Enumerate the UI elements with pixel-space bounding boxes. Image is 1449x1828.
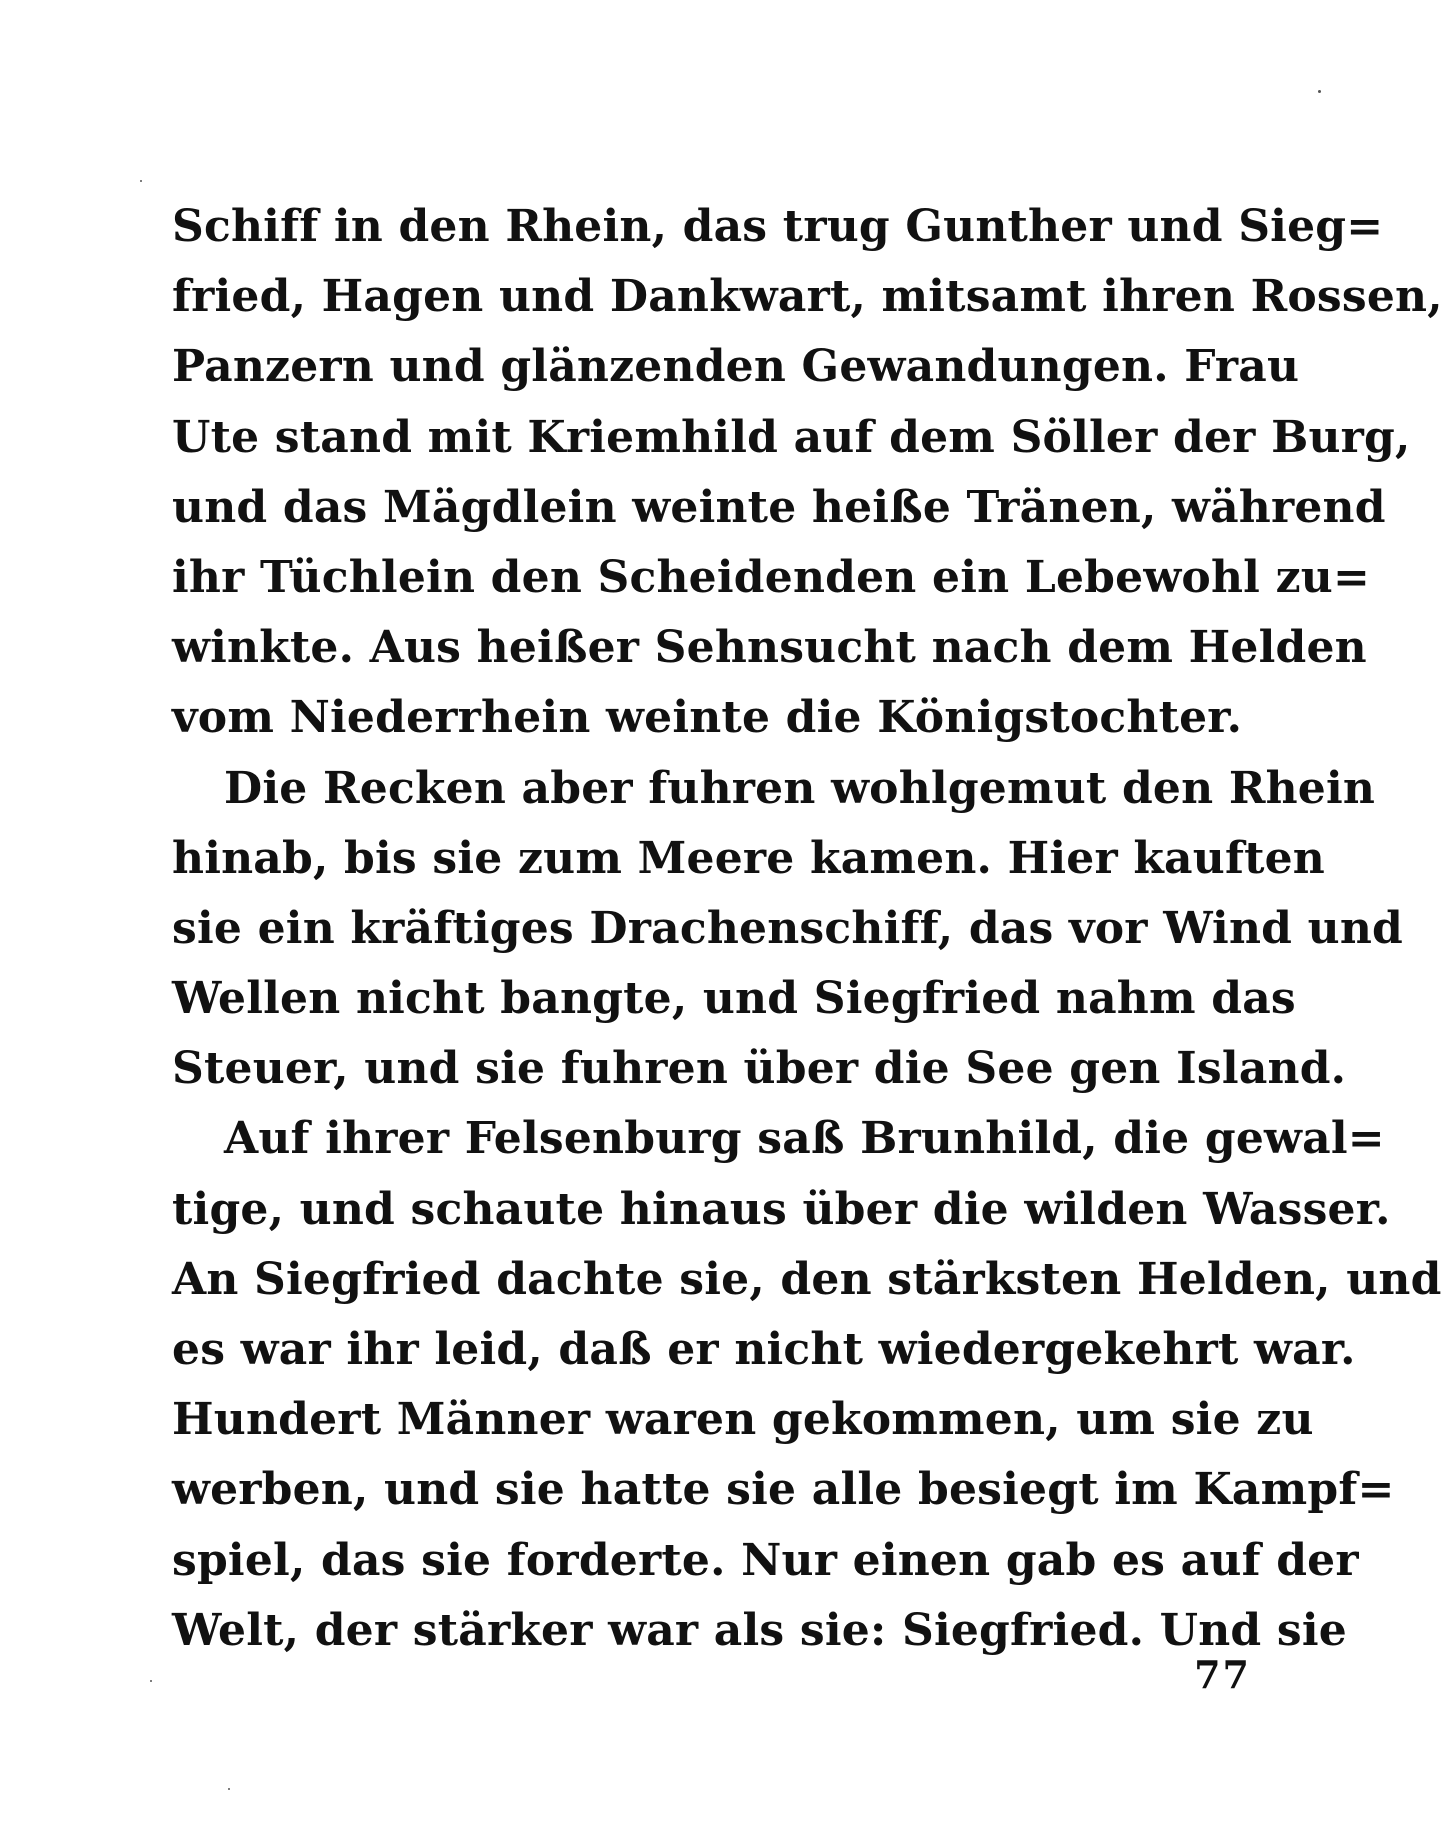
text-line: Panzern und glänzenden Gewandungen. Frau bbox=[172, 341, 1300, 393]
text-line: und das Mägdlein weinte heiße Tränen, während bbox=[172, 481, 1386, 533]
text-line: Welt, der stärker war als sie: Siegfried. Und sie bbox=[172, 1604, 1347, 1656]
text-line: sie ein kräftiges Drachenschiff, das vor Wind und bbox=[172, 902, 1403, 954]
text-line: An Siegfried dachte sie, den stärksten Helden, und bbox=[172, 1253, 1442, 1305]
text-line: tige, und schaute hinaus über die wilden Wasser. bbox=[172, 1183, 1391, 1235]
scan-speck bbox=[140, 180, 142, 182]
text-line: Hundert Männer waren gekommen, um sie zu bbox=[172, 1394, 1314, 1446]
scan-speck bbox=[228, 1788, 230, 1790]
page-number: 77 bbox=[1194, 1652, 1251, 1697]
text-line: Ute stand mit Kriemhild auf dem Söller der Burg, bbox=[172, 411, 1411, 463]
text-line: Auf ihrer Felsenburg saß Brunhild, die gewal= bbox=[224, 1113, 1385, 1165]
text-line: winkte. Aus heißer Sehnsucht nach dem Helden bbox=[172, 622, 1367, 674]
text-line: hinab, bis sie zum Meere kamen. Hier kauften bbox=[172, 832, 1325, 884]
text-line: Schiff in den Rhein, das trug Gunther und Sieg= bbox=[172, 201, 1384, 252]
body-text bbox=[172, 192, 1443, 1666]
text-line: werben, und sie hatte sie alle besiegt im Kampf= bbox=[172, 1464, 1395, 1516]
scan-speck bbox=[1318, 90, 1321, 93]
text-line: Steuer, und sie fuhren über die See gen Island. bbox=[172, 1043, 1347, 1095]
text-line: spiel, das sie forderte. Nur einen gab es auf der bbox=[172, 1534, 1359, 1586]
text-line: vom Niederrhein weinte die Königstochter. bbox=[172, 692, 1243, 744]
text-line: Die Recken aber fuhren wohlgemut den Rhein bbox=[224, 762, 1376, 814]
text-line: es war ihr leid, daß er nicht wiedergekehrt war. bbox=[172, 1324, 1356, 1375]
text-line: ihr Tüchlein den Scheidenden ein Lebewohl zu= bbox=[172, 551, 1371, 603]
scan-speck bbox=[150, 1680, 152, 1682]
text-line: Wellen nicht bangte, und Siegfried nahm das bbox=[172, 973, 1296, 1025]
text-line: fried, Hagen und Dankwart, mitsamt ihren Rossen, bbox=[172, 271, 1443, 323]
